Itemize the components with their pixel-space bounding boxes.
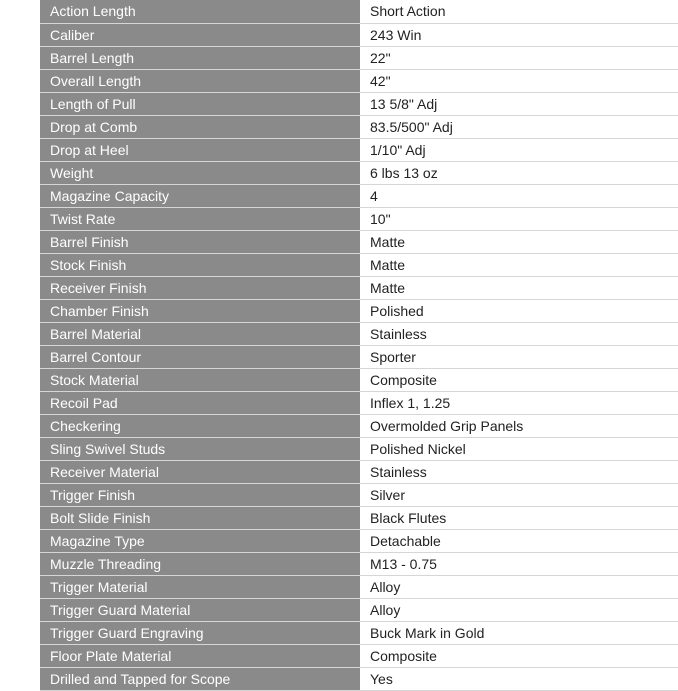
- spec-label: Receiver Finish: [40, 276, 360, 299]
- spec-label: Drop at Comb: [40, 115, 360, 138]
- spec-label: Length of Pull: [40, 92, 360, 115]
- spec-label: Magazine Type: [40, 529, 360, 552]
- table-row: [40, 483, 678, 506]
- spec-value: Polished Nickel: [360, 437, 678, 460]
- spec-label: Caliber: [40, 23, 360, 46]
- table-row: [40, 345, 678, 368]
- table-row: [40, 161, 678, 184]
- spec-value: Alloy: [360, 575, 678, 598]
- spec-label: Trigger Guard Material: [40, 598, 360, 621]
- spec-label: Floor Plate Material: [40, 644, 360, 667]
- table-row: [40, 621, 678, 644]
- table-row: [40, 253, 678, 276]
- spec-value: Detachable: [360, 529, 678, 552]
- spec-label: Overall Length: [40, 69, 360, 92]
- table-row: [40, 207, 678, 230]
- table-row: [40, 0, 678, 23]
- spec-value: 243 Win: [360, 23, 678, 46]
- spec-value: 6 lbs 13 oz: [360, 161, 678, 184]
- table-row: [40, 92, 678, 115]
- table-row: [40, 644, 678, 667]
- spec-label: Chamber Finish: [40, 299, 360, 322]
- spec-label: Trigger Guard Engraving: [40, 621, 360, 644]
- spec-value: Stainless: [360, 322, 678, 345]
- spec-value: Matte: [360, 276, 678, 299]
- spec-label: Recoil Pad: [40, 391, 360, 414]
- spec-label: Barrel Contour: [40, 345, 360, 368]
- spec-value: 22": [360, 46, 678, 69]
- spec-value: 1/10" Adj: [360, 138, 678, 161]
- table-row: [40, 414, 678, 437]
- table-row: [40, 299, 678, 322]
- spec-label: Trigger Finish: [40, 483, 360, 506]
- spec-label: Barrel Finish: [40, 230, 360, 253]
- spec-label: Weight: [40, 161, 360, 184]
- spec-value: Stainless: [360, 460, 678, 483]
- table-row: [40, 69, 678, 92]
- spec-value: Polished: [360, 299, 678, 322]
- spec-label: Barrel Material: [40, 322, 360, 345]
- table-row: [40, 322, 678, 345]
- spec-value: Sporter: [360, 345, 678, 368]
- spec-value: 42": [360, 69, 678, 92]
- spec-label: Receiver Material: [40, 460, 360, 483]
- spec-value: Composite: [360, 368, 678, 391]
- spec-value: 83.5/500" Adj: [360, 115, 678, 138]
- table-row: [40, 23, 678, 46]
- spec-label: Trigger Material: [40, 575, 360, 598]
- table-row: [40, 460, 678, 483]
- spec-value: Buck Mark in Gold: [360, 621, 678, 644]
- spec-label: Bolt Slide Finish: [40, 506, 360, 529]
- spec-value: Alloy: [360, 598, 678, 621]
- table-row: [40, 276, 678, 299]
- specifications-body: [40, 0, 678, 690]
- table-row: [40, 115, 678, 138]
- spec-label: Magazine Capacity: [40, 184, 360, 207]
- table-row: [40, 598, 678, 621]
- spec-value: Overmolded Grip Panels: [360, 414, 678, 437]
- table-row: [40, 552, 678, 575]
- spec-label: Drop at Heel: [40, 138, 360, 161]
- spec-value: Inflex 1, 1.25: [360, 391, 678, 414]
- table-row: [40, 230, 678, 253]
- spec-label: Twist Rate: [40, 207, 360, 230]
- table-row: [40, 46, 678, 69]
- spec-value: Matte: [360, 230, 678, 253]
- spec-value: Yes: [360, 667, 678, 690]
- spec-label: Drilled and Tapped for Scope: [40, 667, 360, 690]
- spec-value: M13 - 0.75: [360, 552, 678, 575]
- spec-label: Checkering: [40, 414, 360, 437]
- table-row: [40, 529, 678, 552]
- spec-value: Matte: [360, 253, 678, 276]
- spec-value: 10": [360, 207, 678, 230]
- specifications-table: [40, 0, 678, 691]
- table-row: [40, 437, 678, 460]
- table-row: [40, 184, 678, 207]
- spec-value: Short Action: [360, 0, 678, 23]
- spec-label: Barrel Length: [40, 46, 360, 69]
- table-row: [40, 575, 678, 598]
- spec-label: Action Length: [40, 0, 360, 23]
- spec-value: Black Flutes: [360, 506, 678, 529]
- table-row: [40, 506, 678, 529]
- spec-label: Stock Material: [40, 368, 360, 391]
- spec-value: 4: [360, 184, 678, 207]
- spec-label: Muzzle Threading: [40, 552, 360, 575]
- spec-value: Silver: [360, 483, 678, 506]
- spec-label: Sling Swivel Studs: [40, 437, 360, 460]
- table-row: [40, 368, 678, 391]
- spec-value: 13 5/8" Adj: [360, 92, 678, 115]
- table-row: [40, 391, 678, 414]
- table-row: [40, 138, 678, 161]
- spec-value: Composite: [360, 644, 678, 667]
- spec-label: Stock Finish: [40, 253, 360, 276]
